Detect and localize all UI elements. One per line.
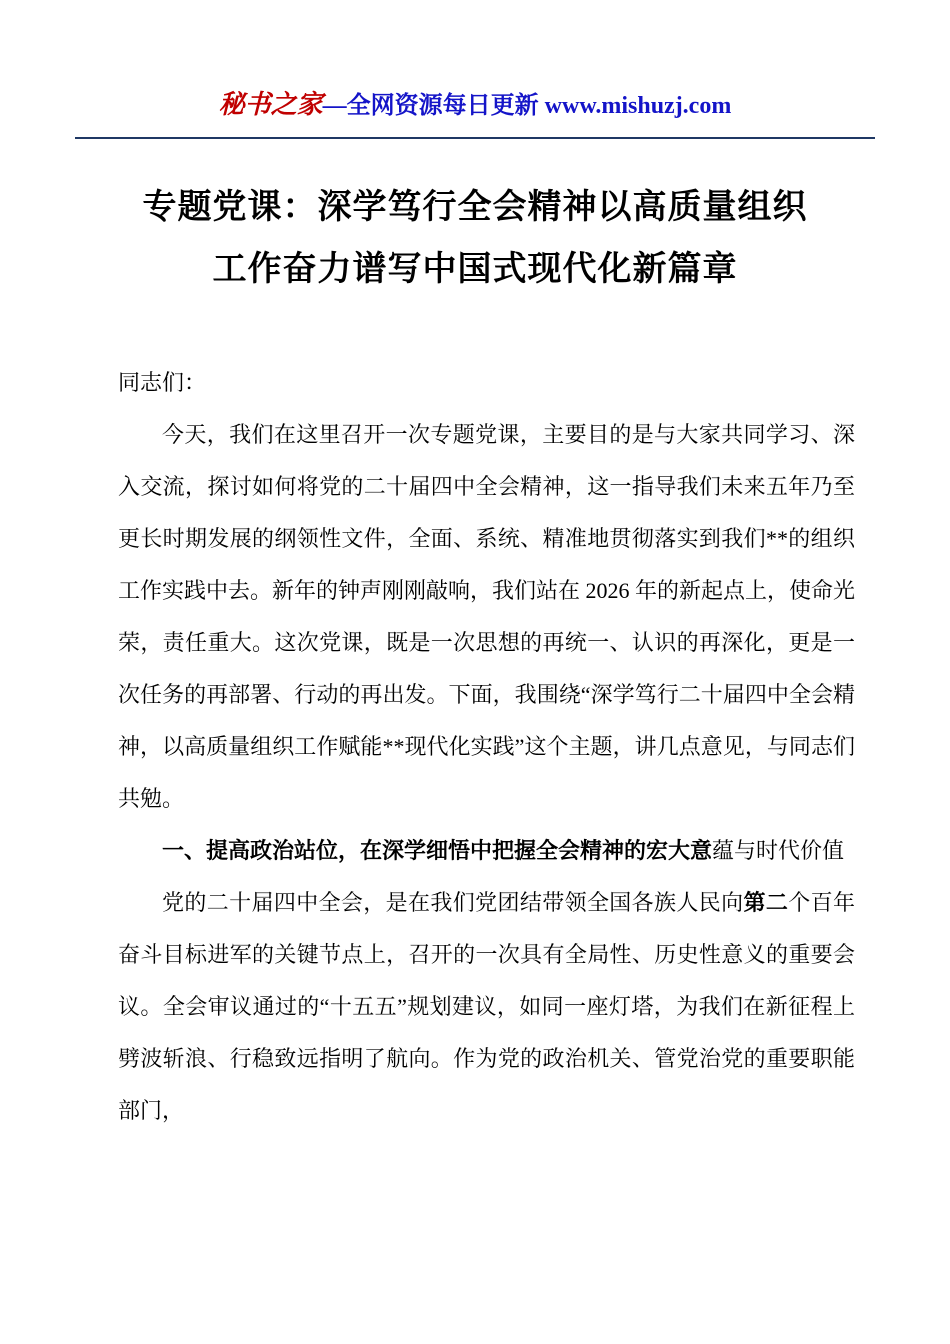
header-divider (75, 137, 875, 139)
paragraph-intro: 今天，我们在这里召开一次专题党课，主要目的是与大家共同学习、深入交流，探讨如何将党的二十届四中全会精神，这一指导我们未来五年乃至更长时期发展的纲领性文件，全面、系统、精准地贯彻落实到我们**的组织工作实践中去。新年的钟声刚刚敲响，我们站在 2026 年的新起点上，使命光荣，责任重大。这次党课，既是一次思想的再统一、认识的再深化，更是一次任务的再部署、行动的再出发。下面，我围绕“深学笃行二十届四中全会精神，以高质量组织工作赋能**现代化实践”这个主题，讲几点意见，与同志们共勉。 (118, 422, 856, 811)
page-bottom-margin (0, 1137, 950, 1317)
section-heading-1-normal-run: 蕴与时代价值 (712, 838, 845, 863)
paragraph-section-1-bold-run: 第二 (743, 890, 789, 915)
paragraph-section-1-run-before: 党的二十届四中全会，是在我们党团结带领全国各族人民向 (162, 890, 744, 915)
title-line-2: 工作奋力谱写中国式现代化新篇章 (212, 251, 738, 288)
site-url-link[interactable]: www.mishuzj.com (544, 93, 732, 119)
document-title (95, 177, 855, 301)
site-header (0, 0, 950, 121)
salutation: 同志们： (118, 370, 207, 395)
title-line-1: 专题党课：深学笃行全会精神以高质量组织 (142, 189, 808, 226)
section-heading-1 (118, 825, 855, 877)
site-brand: 秘书之家 (218, 90, 323, 119)
site-tagline: —全网资源每日更新 (322, 93, 545, 119)
paragraph-section-1 (118, 877, 855, 1137)
document-body (118, 357, 855, 1137)
section-heading-1-bold-run: 一、提高政治站位，在深学细悟中把握全会精神的宏大意 (162, 838, 713, 863)
paragraph-section-1-run-after: 个百年奋斗目标进军的关键节点上，召开的一次具有全局性、历史性意义的重要会议。全会审议通过的“十五五”规划建议，如同一座灯塔，为我们在新征程上劈波斩浪、行稳致远指明了航向。作为党的政治机关、管党治党的重要职能部门， (118, 890, 855, 1123)
